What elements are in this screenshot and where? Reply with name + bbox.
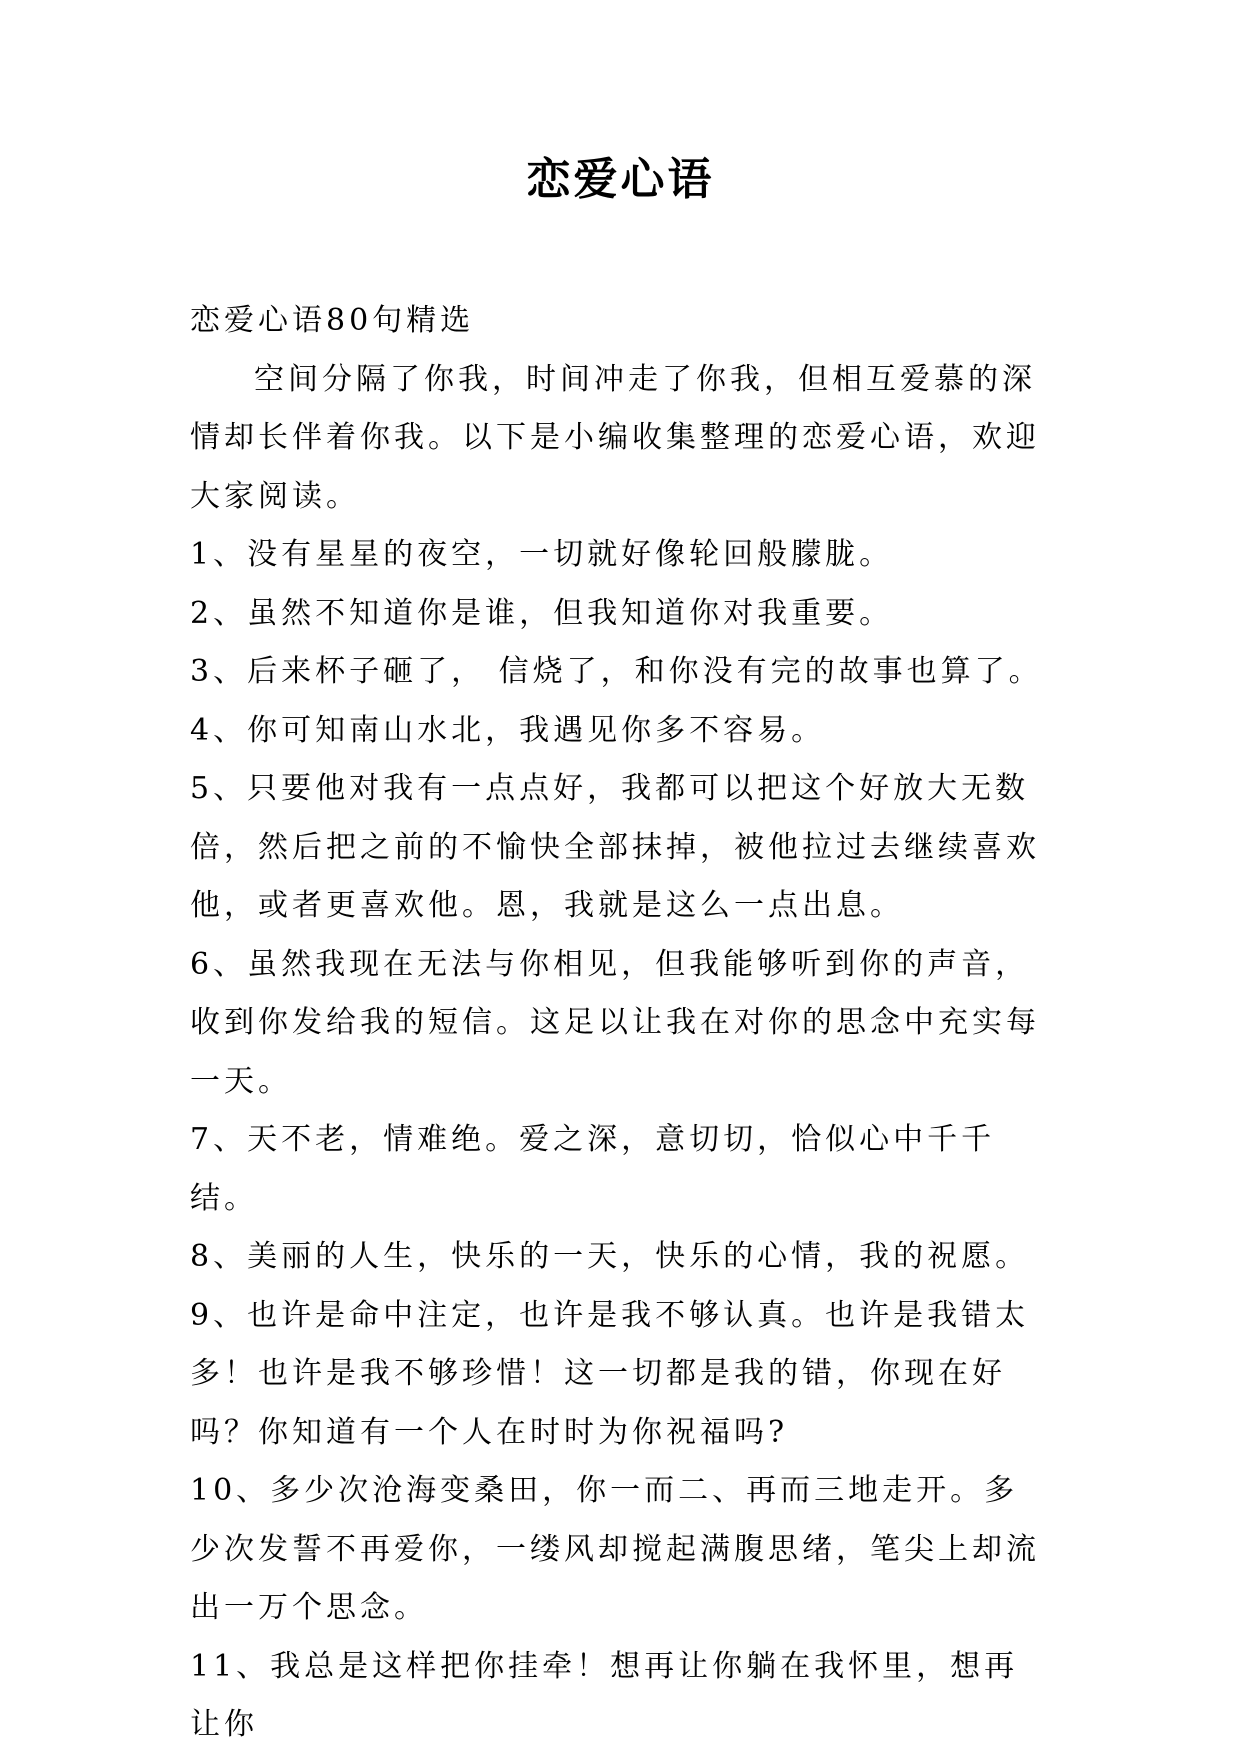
subtitle: 恋爱心语80句精选	[190, 303, 475, 338]
list-item: 2、虽然不知道你是谁，但我知道你对我重要。	[190, 595, 894, 631]
list-item: 6、虽然我现在无法与你相见，但我能够听到你的声音，收到你发给我的短信。这足以让我在对你的思念中充实每一天。	[190, 946, 1040, 1099]
list-item: 11、我总是这样把你挂牵！想再让你躺在我怀里，想再让你	[190, 1648, 1019, 1742]
list-item: 7、天不老，情难绝。爱之深，意切切，恰似心中千千结。	[190, 1122, 996, 1216]
list-item: 8、美丽的人生，快乐的一天，快乐的心情，我的祝愿。	[190, 1239, 1030, 1274]
list-item: 4、你可知南山水北，我遇见你多不容易。	[190, 712, 826, 748]
list-item: 10、多少次沧海变桑田，你一而二、再而三地走开。多少次发誓不再爱你，一缕风却搅起满腹思绪，笔尖上却流出一万个思念。	[190, 1473, 1040, 1625]
list-item: 9、也许是命中注定，也许是我不够认真。也许是我错太多！也许是我不够珍惜！这一切都是我的错，你现在好吗？你知道有一个人在时时为你祝福吗?	[190, 1297, 1030, 1450]
intro-paragraph: 空间分隔了你我，时间冲走了你我，但相互爱慕的深情却长伴着你我。以下是小编收集整理的恋爱心语，欢迎大家阅读。	[190, 361, 1040, 514]
page-title: 恋爱心语	[526, 154, 715, 205]
list-item: 5、只要他对我有一点点好，我都可以把这个好放大无数倍，然后把之前的不愉快全部抹掉，被他拉过去继续喜欢他，或者更喜欢他。恩，我就是这么一点出息。	[190, 771, 1040, 923]
document-body	[190, 292, 1052, 1755]
list-item: 3、后来杯子砸了， 信烧了，和你没有完的故事也算了。	[190, 654, 1043, 689]
list-item: 1、没有星星的夜空，一切就好像轮回般朦胧。	[190, 537, 894, 572]
